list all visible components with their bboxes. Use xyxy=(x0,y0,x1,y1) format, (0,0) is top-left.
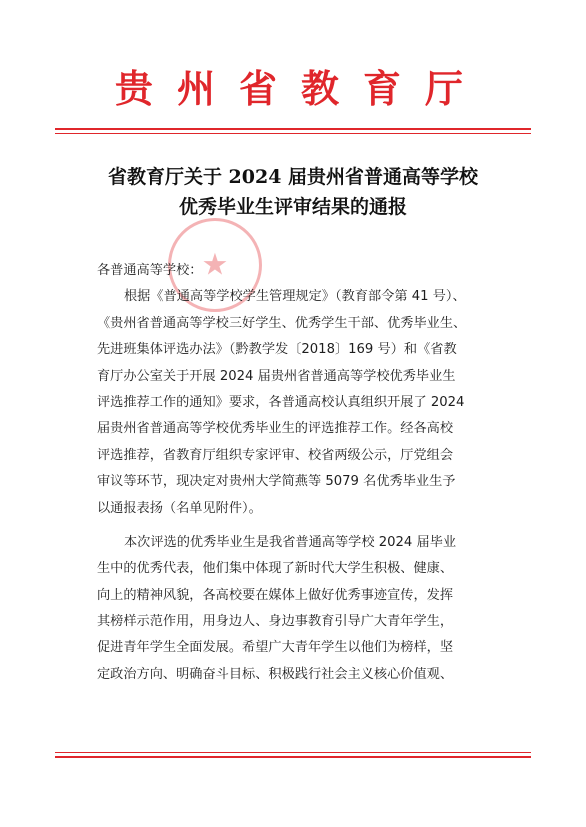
footer-divider-thick xyxy=(55,756,531,758)
paragraph-line: 其榜样示范作用，用身边人、身边事教育引导广大青年学生， xyxy=(97,614,454,630)
paragraph-line: 向上的精神风貌，各高校要在媒体上做好优秀事迹宣传，发挥 xyxy=(97,587,454,603)
paragraph-line: 促进青年学生全面发展。希望广大青年学生以他们为榜样，坚 xyxy=(97,640,454,656)
paragraph-line: 以通报表扬（名单见附件）。 xyxy=(97,500,262,516)
salutation: 各普通高等学校： xyxy=(97,263,203,278)
document-title-line-1: 省教育厅关于 2024 届贵州省普通高等学校 xyxy=(107,166,479,188)
seal-star-icon: ★ xyxy=(201,247,229,283)
paragraph-line: 先进班集体评选办法》（黔教学发〔2018〕169 号）和《省教 xyxy=(97,342,457,358)
paragraph-line: 《贵州省普通高等学校三好学生、优秀学生干部、优秀毕业生、 xyxy=(97,315,467,331)
paragraph-line: 根据《普通高等学校学生管理规定》（教育部令第 41 号）、 xyxy=(124,289,466,305)
paragraph-2 xyxy=(97,530,497,688)
paragraph-line: 届贵州省普通高等学校优秀毕业生的评选推荐工作。经各高校 xyxy=(97,421,454,437)
document-title xyxy=(60,162,526,222)
document-body xyxy=(97,258,497,688)
paragraph-line: 本次评选的优秀毕业生是我省普通高等学校 2024 届毕业 xyxy=(124,534,457,550)
footer-divider-thin xyxy=(55,752,531,753)
paragraph-line: 生中的优秀代表，他们集中体现了新时代大学生积极、健康、 xyxy=(97,561,454,577)
paragraph-line: 育厅办公室关于开展 2024 届贵州省普通高等学校优秀毕业生 xyxy=(97,368,456,384)
paragraph-1 xyxy=(97,284,497,522)
paragraph-line: 审议等环节，现决定对贵州大学简燕等 5079 名优秀毕业生予 xyxy=(97,474,456,490)
paragraph-line: 评选推荐，省教育厅组织专家评审、校省两级公示，厅党组会 xyxy=(97,447,454,463)
document-title-line-2: 优秀毕业生评审结果的通报 xyxy=(178,196,407,218)
paragraph-line: 定政治方向、明确奋斗目标、积极践行社会主义核心价值观、 xyxy=(97,666,454,682)
letterhead-title: 贵州省教育厅 xyxy=(114,66,487,111)
paragraph-line: 评选推荐工作的通知》要求，各普通高校认真组织开展了 2024 xyxy=(97,394,465,410)
letterhead-divider-thin xyxy=(55,133,531,134)
letterhead-divider-thick xyxy=(55,128,531,130)
